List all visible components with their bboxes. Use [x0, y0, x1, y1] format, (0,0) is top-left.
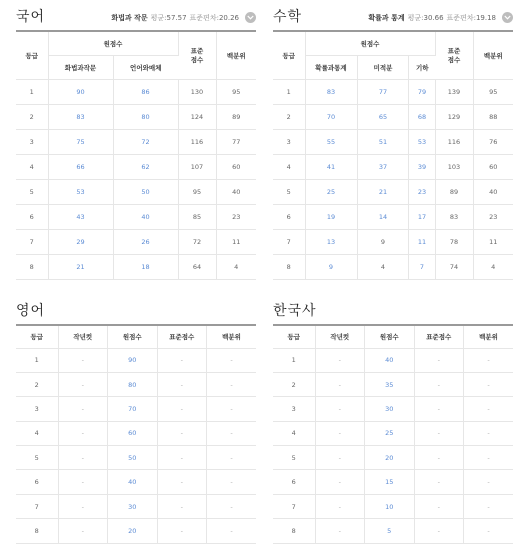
table-cell: -: [207, 519, 257, 543]
table-cell: -: [207, 372, 257, 396]
table-cell: 3: [16, 397, 58, 421]
col-grade: 등급: [273, 31, 305, 79]
table-cell: -: [58, 446, 108, 470]
table-cell: 4: [357, 254, 409, 279]
table-cell: 88: [473, 104, 513, 129]
korean-sd-label: 표준편차:: [189, 13, 219, 22]
table-row: [273, 519, 513, 543]
table-row: [16, 254, 256, 279]
table-row: [16, 154, 256, 179]
korean-table: [16, 30, 256, 280]
col-sub-language: 언어와매체: [113, 55, 178, 79]
table-cell[interactable]: 5: [365, 519, 415, 543]
table-cell: 6: [16, 470, 58, 494]
table-cell: 1: [16, 79, 48, 104]
col-cutoff: 작년컷: [58, 325, 108, 348]
table-cell: -: [157, 470, 207, 494]
table-cell[interactable]: 70: [108, 397, 158, 421]
table-cell: 5: [16, 179, 48, 204]
table-cell: 7: [16, 494, 58, 518]
table-cell[interactable]: 72: [113, 129, 178, 154]
table-cell: -: [464, 494, 514, 518]
table-cell[interactable]: 21: [48, 254, 113, 279]
table-cell[interactable]: 60: [108, 421, 158, 445]
col-cutoff: 작년컷: [315, 325, 365, 348]
history-panel: [273, 300, 513, 544]
table-row: [16, 104, 256, 129]
table-cell: 72: [178, 229, 216, 254]
table-row: [16, 348, 256, 372]
table-cell: 2: [273, 104, 305, 129]
table-cell: 40: [473, 179, 513, 204]
table-cell[interactable]: 86: [113, 79, 178, 104]
table-cell: 3: [273, 129, 305, 154]
math-title: 수학: [273, 9, 303, 25]
col-sub-geometry: 기하: [409, 55, 435, 79]
table-row: [16, 397, 256, 421]
table-cell: -: [207, 421, 257, 445]
table-cell: 4: [16, 421, 58, 445]
table-cell: -: [414, 470, 464, 494]
korean-stats: [111, 12, 256, 23]
table-cell[interactable]: 65: [357, 104, 409, 129]
table-row: [273, 446, 513, 470]
table-cell[interactable]: 14: [357, 204, 409, 229]
table-cell[interactable]: 40: [108, 470, 158, 494]
table-cell[interactable]: 41: [305, 154, 357, 179]
table-cell: 95: [216, 79, 256, 104]
table-cell: -: [414, 494, 464, 518]
chevron-down-icon[interactable]: [502, 12, 513, 23]
table-cell: -: [207, 470, 257, 494]
table-cell: -: [414, 372, 464, 396]
korean-avg-label: 평균:: [150, 13, 167, 22]
table-cell[interactable]: 30: [365, 397, 415, 421]
table-cell: -: [207, 397, 257, 421]
table-cell: -: [464, 348, 514, 372]
table-cell: -: [157, 372, 207, 396]
col-pct: 백분위: [473, 31, 513, 79]
table-cell: 129: [435, 104, 473, 129]
table-cell: 2: [16, 372, 58, 396]
table-cell: -: [157, 421, 207, 445]
table-cell[interactable]: 10: [365, 494, 415, 518]
table-cell[interactable]: 9: [305, 254, 357, 279]
table-cell: -: [58, 348, 108, 372]
history-header: [273, 300, 513, 324]
table-row: [16, 494, 256, 518]
english-panel: [16, 300, 256, 544]
table-cell: 7: [273, 229, 305, 254]
table-cell: -: [207, 446, 257, 470]
table-cell: -: [464, 446, 514, 470]
korean-avg: 57.57: [166, 13, 187, 22]
table-cell: 4: [16, 154, 48, 179]
table-row: [273, 421, 513, 445]
table-cell[interactable]: 50: [113, 179, 178, 204]
table-cell: 107: [178, 154, 216, 179]
history-table: [273, 324, 513, 544]
table-cell[interactable]: 90: [108, 348, 158, 372]
table-cell: 8: [16, 254, 48, 279]
table-cell[interactable]: 35: [365, 372, 415, 396]
col-std: 표준점수: [157, 325, 207, 348]
table-row: [16, 470, 256, 494]
table-cell: 7: [273, 494, 315, 518]
table-cell: 124: [178, 104, 216, 129]
table-cell: -: [315, 397, 365, 421]
table-cell[interactable]: 40: [365, 348, 415, 372]
table-cell: 11: [473, 229, 513, 254]
table-cell: -: [315, 372, 365, 396]
math-stats: [368, 12, 513, 23]
chevron-down-icon[interactable]: [245, 12, 256, 23]
table-cell: -: [315, 421, 365, 445]
table-cell: 5: [273, 179, 305, 204]
table-cell: 103: [435, 154, 473, 179]
col-raw: 원점수: [48, 31, 178, 55]
table-cell: 23: [216, 204, 256, 229]
table-cell: -: [157, 494, 207, 518]
table-cell: 4: [273, 421, 315, 445]
table-cell[interactable]: 75: [48, 129, 113, 154]
table-cell[interactable]: 19: [305, 204, 357, 229]
table-cell: 130: [178, 79, 216, 104]
table-cell: -: [464, 372, 514, 396]
col-pct: 백분위: [464, 325, 514, 348]
table-cell[interactable]: 51: [357, 129, 409, 154]
table-cell: 6: [273, 204, 305, 229]
table-cell: -: [157, 348, 207, 372]
table-cell: 7: [16, 229, 48, 254]
col-raw: 원점수: [365, 325, 415, 348]
table-row: [273, 254, 513, 279]
table-cell[interactable]: 26: [113, 229, 178, 254]
table-cell: 89: [435, 179, 473, 204]
math-avg: 30.66: [423, 13, 444, 22]
table-cell: 74: [435, 254, 473, 279]
table-cell: 5: [273, 446, 315, 470]
table-cell[interactable]: 77: [357, 79, 409, 104]
table-cell: 4: [473, 254, 513, 279]
table-cell: -: [414, 446, 464, 470]
math-sd-label: 표준편차:: [446, 13, 476, 22]
table-cell: -: [58, 397, 108, 421]
table-cell: -: [58, 470, 108, 494]
col-pct: 백분위: [216, 31, 256, 79]
col-std: 표준점수: [414, 325, 464, 348]
col-sub-probability: 확률과통계: [305, 55, 357, 79]
col-sub-calculus: 미적분: [357, 55, 409, 79]
math-avg-label: 평균:: [407, 13, 424, 22]
table-cell: 8: [273, 254, 305, 279]
col-std: 표준 점수: [435, 31, 473, 79]
table-cell: -: [464, 421, 514, 445]
table-cell: -: [315, 348, 365, 372]
table-cell: 8: [273, 519, 315, 543]
table-cell: 77: [216, 129, 256, 154]
table-cell: -: [414, 348, 464, 372]
table-cell: 2: [16, 104, 48, 129]
table-cell: 23: [473, 204, 513, 229]
table-cell: 64: [178, 254, 216, 279]
table-cell[interactable]: 15: [365, 470, 415, 494]
table-cell[interactable]: 20: [108, 519, 158, 543]
table-row: [16, 372, 256, 396]
col-raw: 원점수: [305, 31, 435, 55]
table-cell[interactable]: 80: [108, 372, 158, 396]
col-pct: 백분위: [207, 325, 257, 348]
table-row: [273, 129, 513, 154]
english-title: 영어: [16, 303, 46, 319]
table-cell: 1: [273, 79, 305, 104]
table-cell[interactable]: 25: [305, 179, 357, 204]
table-cell: -: [315, 494, 365, 518]
table-cell: 6: [16, 204, 48, 229]
table-cell: 11: [216, 229, 256, 254]
table-row: [273, 229, 513, 254]
table-cell: 78: [435, 229, 473, 254]
table-cell: 116: [178, 129, 216, 154]
table-cell: 85: [178, 204, 216, 229]
table-row: [273, 372, 513, 396]
table-row: [16, 446, 256, 470]
table-cell[interactable]: 13: [305, 229, 357, 254]
table-cell[interactable]: 40: [113, 204, 178, 229]
table-cell: 60: [473, 154, 513, 179]
table-cell: -: [207, 348, 257, 372]
table-cell[interactable]: 17: [409, 204, 435, 229]
table-cell[interactable]: 66: [48, 154, 113, 179]
col-grade: 등급: [273, 325, 315, 348]
table-cell: 4: [273, 154, 305, 179]
table-row: [16, 129, 256, 154]
table-cell[interactable]: 29: [48, 229, 113, 254]
table-row: [16, 79, 256, 104]
table-cell: -: [207, 494, 257, 518]
table-row: [273, 397, 513, 421]
table-cell: -: [315, 470, 365, 494]
table-cell: 60: [216, 154, 256, 179]
table-cell[interactable]: 18: [113, 254, 178, 279]
table-cell: -: [58, 421, 108, 445]
table-cell[interactable]: 23: [409, 179, 435, 204]
korean-header: [16, 6, 256, 30]
table-cell: -: [464, 470, 514, 494]
table-row: [273, 104, 513, 129]
table-cell: 8: [16, 519, 58, 543]
table-cell[interactable]: 43: [48, 204, 113, 229]
table-row: [16, 421, 256, 445]
math-sd: 19.18: [475, 13, 496, 22]
korean-panel: [16, 6, 256, 280]
table-cell: 4: [216, 254, 256, 279]
table-cell: 9: [357, 229, 409, 254]
table-cell: -: [414, 421, 464, 445]
table-cell: 83: [435, 204, 473, 229]
table-cell[interactable]: 21: [357, 179, 409, 204]
table-cell: 3: [273, 397, 315, 421]
table-cell[interactable]: 68: [409, 104, 435, 129]
table-row: [273, 79, 513, 104]
table-cell: 95: [178, 179, 216, 204]
table-cell: -: [315, 519, 365, 543]
table-cell: -: [157, 519, 207, 543]
english-table: [16, 324, 256, 544]
table-cell: -: [464, 519, 514, 543]
table-cell[interactable]: 37: [357, 154, 409, 179]
table-row: [273, 204, 513, 229]
table-cell: -: [157, 446, 207, 470]
korean-sd: 20.26: [218, 13, 239, 22]
table-cell[interactable]: 7: [409, 254, 435, 279]
table-cell: 2: [273, 372, 315, 396]
table-cell[interactable]: 62: [113, 154, 178, 179]
table-cell[interactable]: 30: [108, 494, 158, 518]
math-subject: 확률과 통계: [368, 13, 405, 22]
table-cell[interactable]: 11: [409, 229, 435, 254]
table-cell[interactable]: 39: [409, 154, 435, 179]
history-title: 한국사: [273, 303, 317, 319]
table-row: [273, 494, 513, 518]
col-raw: 원점수: [108, 325, 158, 348]
table-cell: -: [58, 519, 108, 543]
table-cell[interactable]: 83: [48, 104, 113, 129]
table-cell: 116: [435, 129, 473, 154]
table-cell: -: [58, 494, 108, 518]
english-header: [16, 300, 256, 324]
table-cell[interactable]: 90: [48, 79, 113, 104]
table-row: [16, 204, 256, 229]
table-row: [273, 348, 513, 372]
table-cell[interactable]: 83: [305, 79, 357, 104]
table-cell[interactable]: 53: [48, 179, 113, 204]
table-row: [273, 179, 513, 204]
table-cell: 40: [216, 179, 256, 204]
math-panel: [273, 6, 513, 280]
table-row: [16, 519, 256, 543]
table-cell[interactable]: 50: [108, 446, 158, 470]
math-header: [273, 6, 513, 30]
col-std: 표준 점수: [178, 31, 216, 79]
col-sub-speech: 화법과작문: [48, 55, 113, 79]
table-cell: -: [464, 397, 514, 421]
table-cell: 76: [473, 129, 513, 154]
table-row: [16, 229, 256, 254]
math-table: [273, 30, 513, 280]
table-cell: -: [414, 519, 464, 543]
table-row: [273, 470, 513, 494]
table-cell: 5: [16, 446, 58, 470]
table-cell: 95: [473, 79, 513, 104]
table-cell[interactable]: 20: [365, 446, 415, 470]
table-cell[interactable]: 70: [305, 104, 357, 129]
table-cell[interactable]: 25: [365, 421, 415, 445]
table-row: [273, 154, 513, 179]
table-row: [16, 179, 256, 204]
table-cell: 139: [435, 79, 473, 104]
table-cell[interactable]: 53: [409, 129, 435, 154]
table-cell: 1: [16, 348, 58, 372]
table-cell[interactable]: 55: [305, 129, 357, 154]
table-cell: -: [157, 397, 207, 421]
table-cell[interactable]: 80: [113, 104, 178, 129]
table-cell: 6: [273, 470, 315, 494]
table-cell: 3: [16, 129, 48, 154]
col-grade: 등급: [16, 325, 58, 348]
korean-subject: 화법과 작문: [111, 13, 148, 22]
table-cell[interactable]: 79: [409, 79, 435, 104]
table-cell: -: [414, 397, 464, 421]
table-cell: -: [315, 446, 365, 470]
korean-title: 국어: [16, 9, 46, 25]
table-cell: 1: [273, 348, 315, 372]
table-cell: -: [58, 372, 108, 396]
col-grade: 등급: [16, 31, 48, 79]
table-cell: 89: [216, 104, 256, 129]
